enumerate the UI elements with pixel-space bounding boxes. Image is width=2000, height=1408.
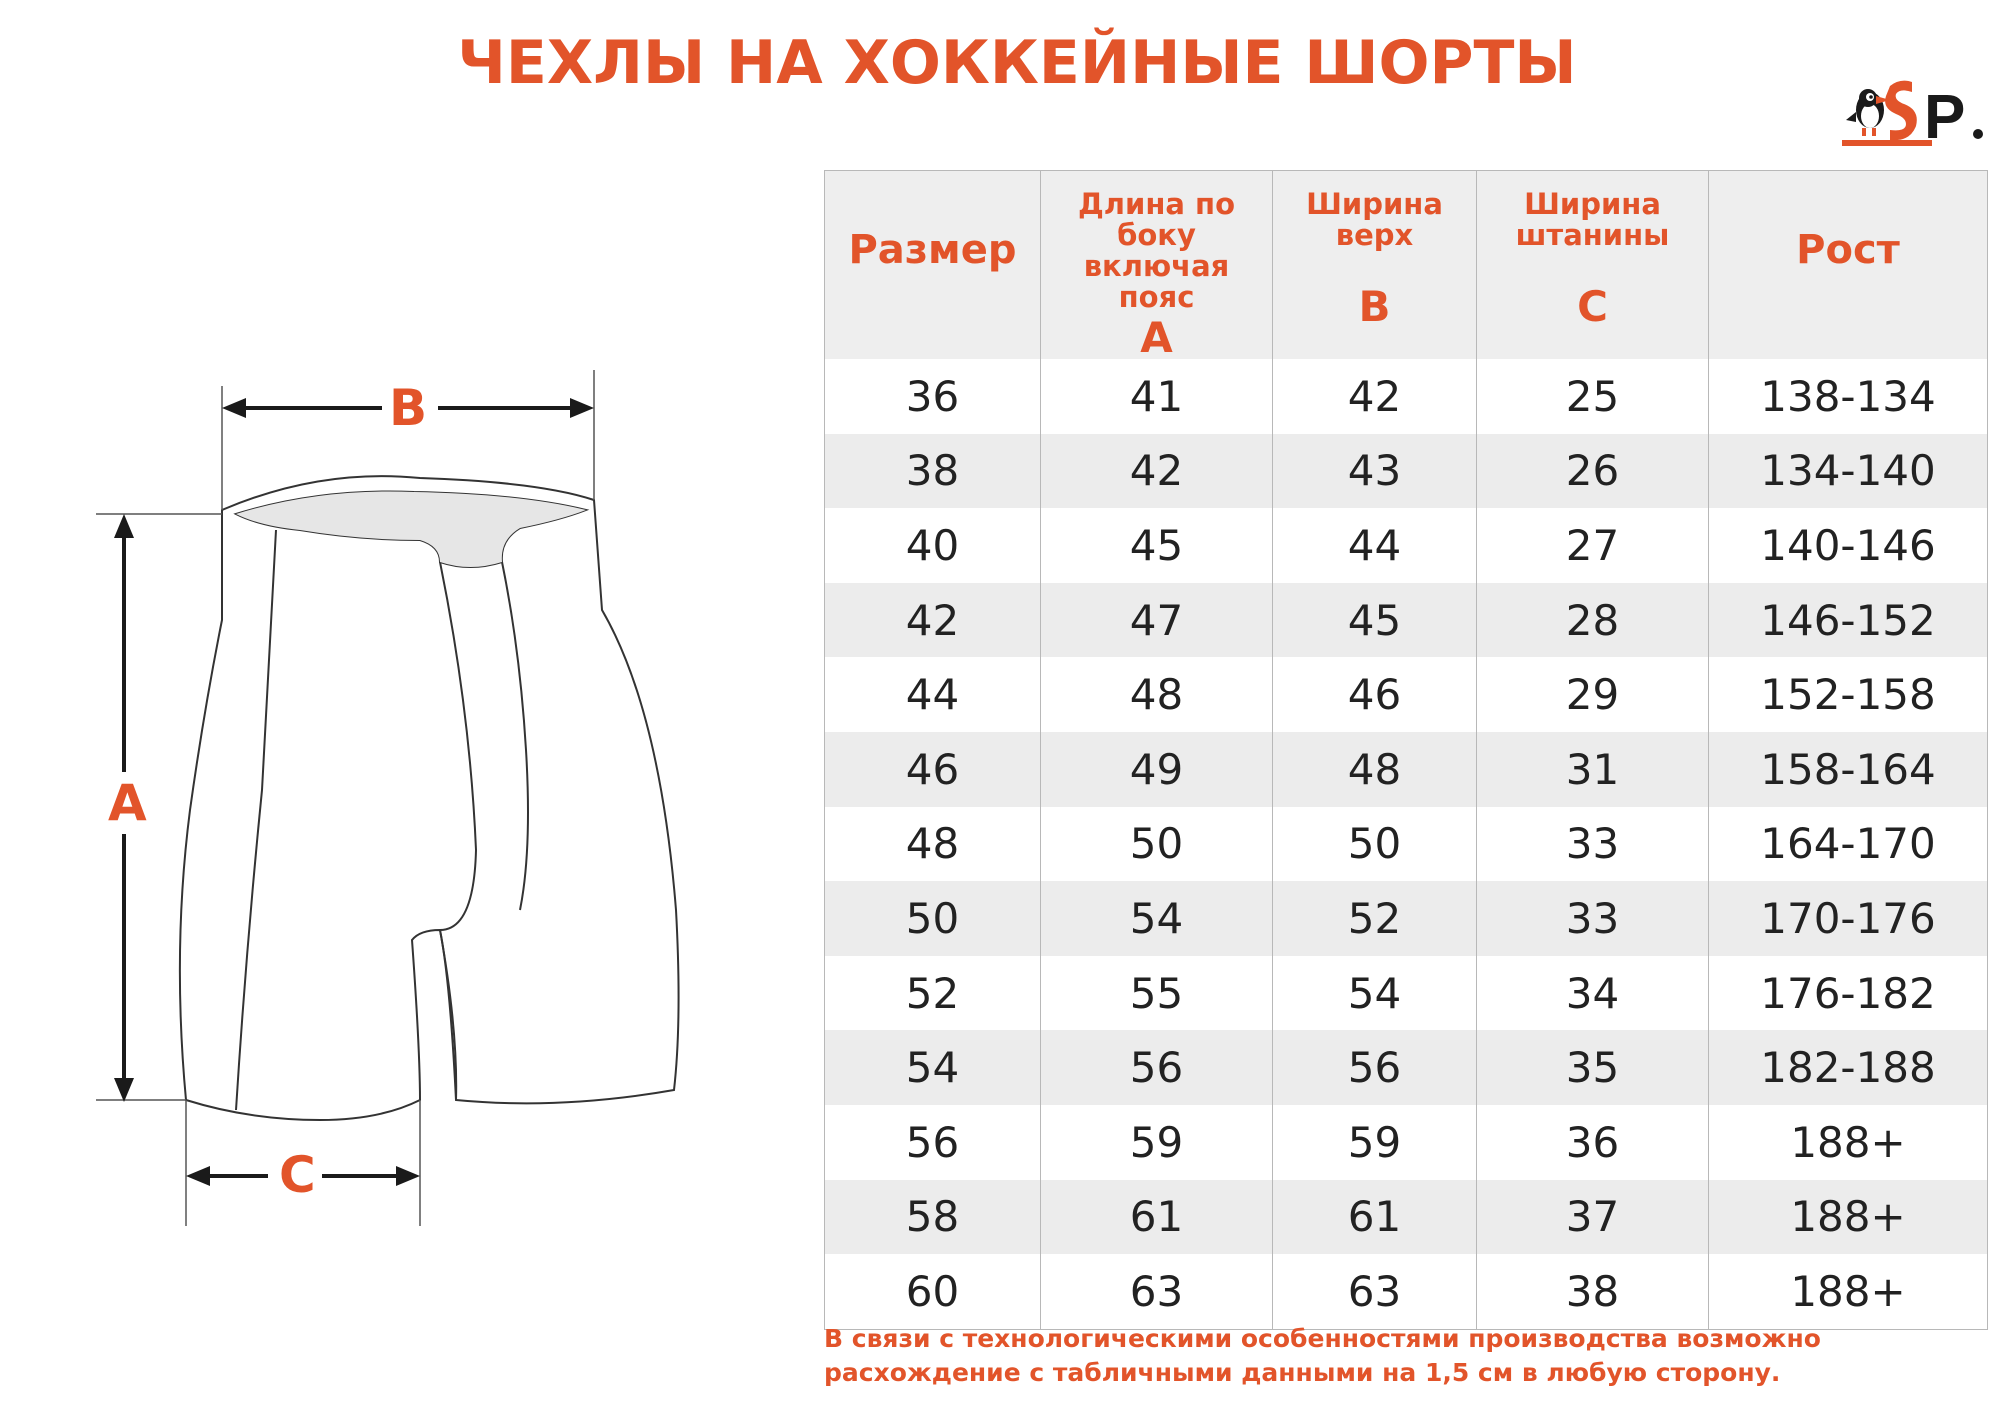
size-table xyxy=(824,170,1988,1330)
table-cell: 36 xyxy=(1477,1105,1709,1180)
table-cell: 56 xyxy=(825,1105,1041,1180)
table-cell: 54 xyxy=(1273,956,1477,1031)
header-leg-width: Ширина штанины С xyxy=(1477,171,1709,360)
table-cell: 176-182 xyxy=(1709,956,1988,1031)
table-cell: 44 xyxy=(825,657,1041,732)
table-cell: 52 xyxy=(1273,881,1477,956)
table-cell: 27 xyxy=(1477,508,1709,583)
table-row xyxy=(825,807,1988,882)
table-row xyxy=(825,1254,1988,1329)
table-cell: 41 xyxy=(1041,359,1273,434)
header-height: Рост xyxy=(1709,171,1988,360)
table-cell: 35 xyxy=(1477,1030,1709,1105)
table-cell: 50 xyxy=(1041,807,1273,882)
table-cell: 182-188 xyxy=(1709,1030,1988,1105)
dimension-label-a: A xyxy=(108,774,147,832)
table-cell: 146-152 xyxy=(1709,583,1988,658)
table-cell: 138-134 xyxy=(1709,359,1988,434)
table-cell: 33 xyxy=(1477,807,1709,882)
table-cell: 44 xyxy=(1273,508,1477,583)
table-row xyxy=(825,1030,1988,1105)
table-cell: 170-176 xyxy=(1709,881,1988,956)
table-row xyxy=(825,508,1988,583)
table-row xyxy=(825,434,1988,509)
table-cell: 56 xyxy=(1041,1030,1273,1105)
shorts-diagram xyxy=(0,350,700,1250)
table-cell: 38 xyxy=(825,434,1041,509)
table-cell: 45 xyxy=(1273,583,1477,658)
table-cell: 59 xyxy=(1041,1105,1273,1180)
table-cell: 42 xyxy=(825,583,1041,658)
table-cell: 48 xyxy=(825,807,1041,882)
table-cell: 188+ xyxy=(1709,1180,1988,1255)
table-cell: 49 xyxy=(1041,732,1273,807)
table-cell: 26 xyxy=(1477,434,1709,509)
page-title: ЧЕХЛЫ НА ХОККЕЙНЫЕ ШОРТЫ xyxy=(457,28,1577,98)
table-cell: 31 xyxy=(1477,732,1709,807)
disclaimer-note xyxy=(824,1322,1994,1390)
table-cell: 63 xyxy=(1041,1254,1273,1329)
table-cell: 46 xyxy=(825,732,1041,807)
table-cell: 52 xyxy=(825,956,1041,1031)
table-cell: 58 xyxy=(825,1180,1041,1255)
table-cell: 188+ xyxy=(1709,1105,1988,1180)
table-cell: 43 xyxy=(1273,434,1477,509)
table-row xyxy=(825,359,1988,434)
table-cell: 59 xyxy=(1273,1105,1477,1180)
table-cell: 54 xyxy=(1041,881,1273,956)
header-length: Длина по боку включая пояс А xyxy=(1041,171,1273,360)
table-row xyxy=(825,657,1988,732)
table-row xyxy=(825,1180,1988,1255)
table-cell: 55 xyxy=(1041,956,1273,1031)
dimension-label-b: B xyxy=(389,379,428,437)
table-cell: 38 xyxy=(1477,1254,1709,1329)
table-cell: 164-170 xyxy=(1709,807,1988,882)
table-cell: 25 xyxy=(1477,359,1709,434)
puffin-bird-icon xyxy=(1840,76,1990,152)
table-cell: 48 xyxy=(1041,657,1273,732)
table-cell: 63 xyxy=(1273,1254,1477,1329)
table-cell: 60 xyxy=(825,1254,1041,1329)
table-row xyxy=(825,732,1988,807)
table-cell: 48 xyxy=(1273,732,1477,807)
table-cell: 61 xyxy=(1041,1180,1273,1255)
table-cell: 140-146 xyxy=(1709,508,1988,583)
table-cell: 47 xyxy=(1041,583,1273,658)
brand-logo xyxy=(1840,76,1990,152)
table-cell: 29 xyxy=(1477,657,1709,732)
note-line-2: расхождение с табличными данными на 1,5 см в любую сторону. xyxy=(824,1358,1781,1387)
svg-text:P: P xyxy=(1924,83,1966,152)
table-cell: 33 xyxy=(1477,881,1709,956)
table-cell: 34 xyxy=(1477,956,1709,1031)
table-cell: 50 xyxy=(825,881,1041,956)
table-cell: 40 xyxy=(825,508,1041,583)
table-cell: 45 xyxy=(1041,508,1273,583)
table-cell: 46 xyxy=(1273,657,1477,732)
table-cell: 50 xyxy=(1273,807,1477,882)
table-cell: 42 xyxy=(1273,359,1477,434)
header-size: Размер xyxy=(825,171,1041,360)
dimension-label-c: C xyxy=(279,1146,316,1204)
table-cell: 158-164 xyxy=(1709,732,1988,807)
table-cell: 152-158 xyxy=(1709,657,1988,732)
table-cell: 54 xyxy=(825,1030,1041,1105)
table-row xyxy=(825,1105,1988,1180)
table-row xyxy=(825,881,1988,956)
table-cell: 42 xyxy=(1041,434,1273,509)
table-cell: 37 xyxy=(1477,1180,1709,1255)
table-cell: 28 xyxy=(1477,583,1709,658)
table-cell: 188+ xyxy=(1709,1254,1988,1329)
table-cell: 56 xyxy=(1273,1030,1477,1105)
table-cell: 61 xyxy=(1273,1180,1477,1255)
note-line-1: В связи с технологическими особенностями производства возможно xyxy=(824,1324,1821,1353)
table-cell: 36 xyxy=(825,359,1041,434)
table-body xyxy=(825,359,1988,1329)
table-header-row xyxy=(825,171,1988,360)
table-row xyxy=(825,583,1988,658)
table-row xyxy=(825,956,1988,1031)
table-cell: 134-140 xyxy=(1709,434,1988,509)
header-top-width: Ширина верх В xyxy=(1273,171,1477,360)
